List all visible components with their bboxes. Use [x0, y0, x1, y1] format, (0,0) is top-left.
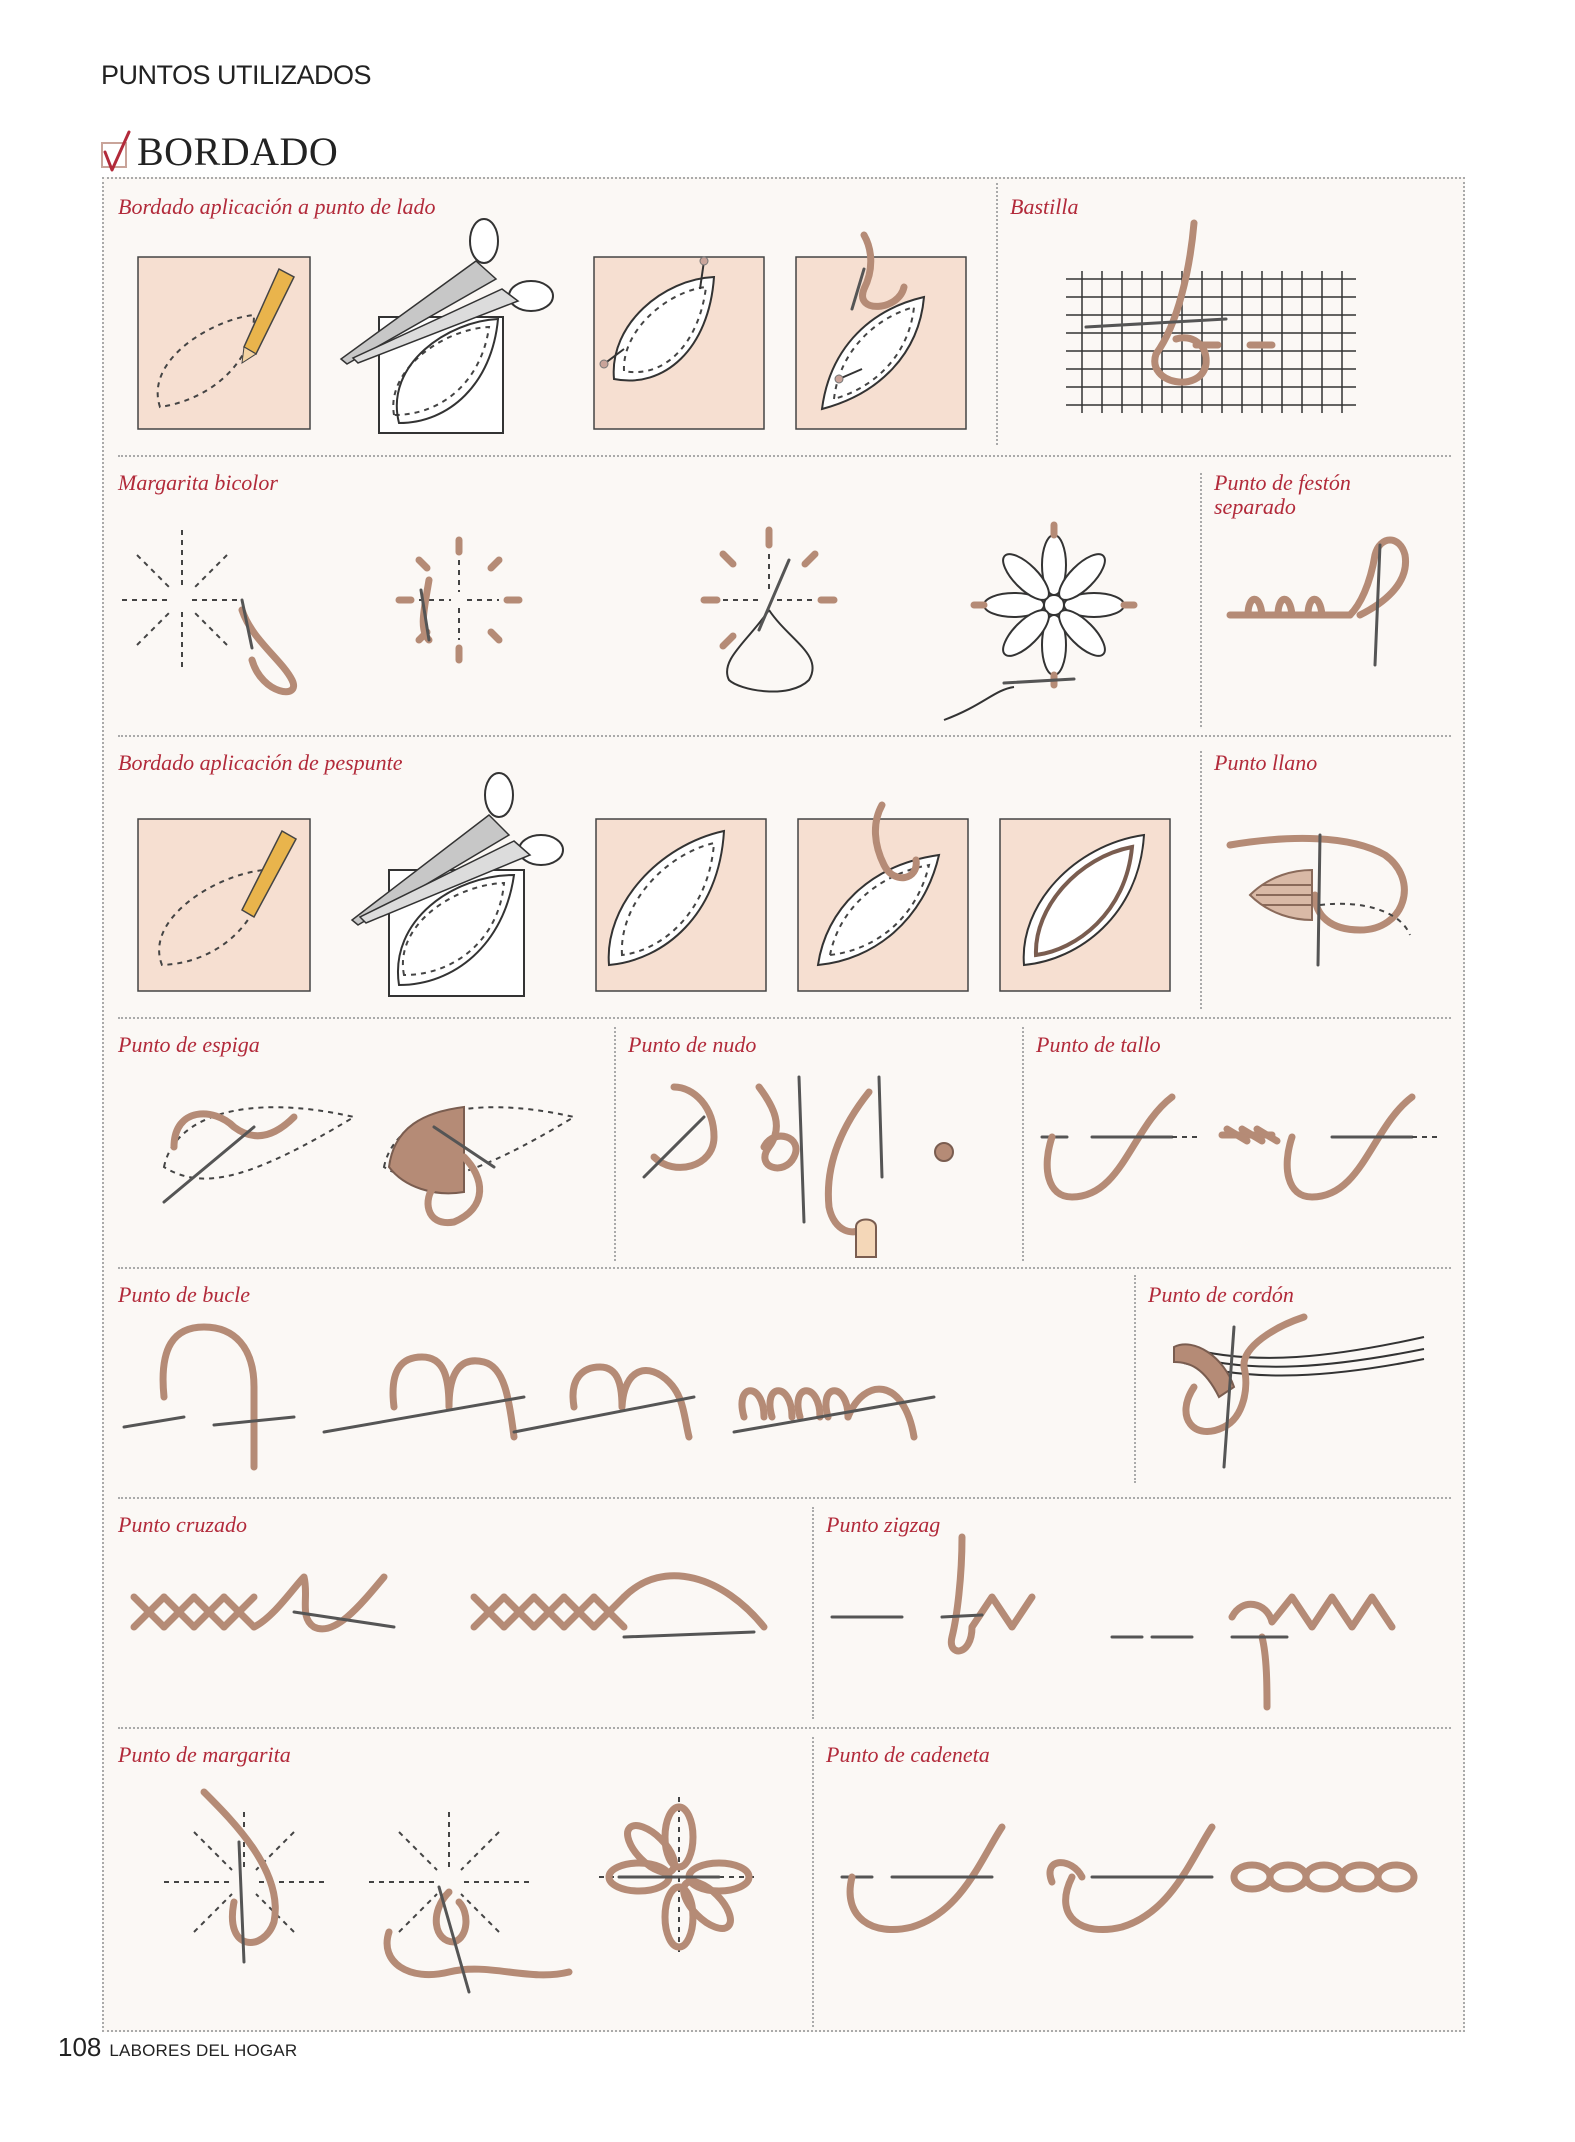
section-bastilla — [996, 179, 1466, 455]
section-label: Punto cruzado — [118, 1512, 247, 1537]
section-zigzag — [812, 1497, 1466, 1727]
margarita-illustration — [104, 1727, 810, 2032]
section-label: Bastilla — [1010, 194, 1079, 219]
aplicacion-lado-illustration — [104, 179, 994, 455]
section-label: Bordado aplicación a punto de lado — [118, 194, 436, 219]
bastilla-illustration — [996, 179, 1466, 455]
section-nudo — [614, 1017, 1020, 1267]
section-label: Punto zigzag — [826, 1512, 941, 1537]
section-cadeneta — [812, 1727, 1466, 2032]
stitches-panel — [102, 177, 1465, 2032]
page-footer — [58, 2032, 297, 2063]
section-label: Punto de tallo — [1036, 1032, 1161, 1057]
page-title: BORDADO — [137, 129, 339, 174]
section-label: Bordado aplicación de pespunte — [118, 750, 403, 775]
section-label: Punto de margarita — [118, 1742, 291, 1767]
bucle-illustration — [104, 1267, 1132, 1497]
section-label: Punto de festón separado — [1214, 470, 1351, 520]
header-title-group — [99, 120, 338, 172]
section-label: Punto llano — [1214, 750, 1318, 775]
section-bucle — [104, 1267, 1132, 1497]
section-label: Punto de bucle — [118, 1282, 250, 1307]
section-aplicacion-lado — [104, 179, 994, 455]
section-aplicacion-pespunte — [104, 735, 1198, 1017]
section-label: Punto de cordón — [1148, 1282, 1294, 1307]
section-espiga — [104, 1017, 612, 1267]
section-feston-separado — [1200, 455, 1466, 735]
cadeneta-illustration — [812, 1727, 1466, 2032]
checkbox-check-icon — [99, 130, 135, 172]
section-llano — [1200, 735, 1466, 1017]
publication-name: LABORES DEL HOGAR — [109, 2041, 298, 2060]
llano-illustration — [1200, 735, 1466, 1017]
section-margarita-bicolor — [104, 455, 1198, 735]
section-label: Punto de cadeneta — [826, 1742, 990, 1767]
section-margarita — [104, 1727, 810, 2032]
section-label: Punto de espiga — [118, 1032, 260, 1057]
header-kicker: PUNTOS UTILIZADOS — [101, 60, 372, 90]
margarita-bicolor-illustration — [104, 455, 1198, 735]
section-tallo — [1022, 1017, 1466, 1267]
aplicacion-pespunte-illustration — [104, 735, 1198, 1017]
section-cordon — [1134, 1267, 1466, 1497]
section-label: Punto de nudo — [628, 1032, 757, 1057]
section-label: Margarita bicolor — [118, 470, 278, 495]
section-cruzado — [104, 1497, 810, 1727]
page-number: 108 — [58, 2032, 102, 2062]
